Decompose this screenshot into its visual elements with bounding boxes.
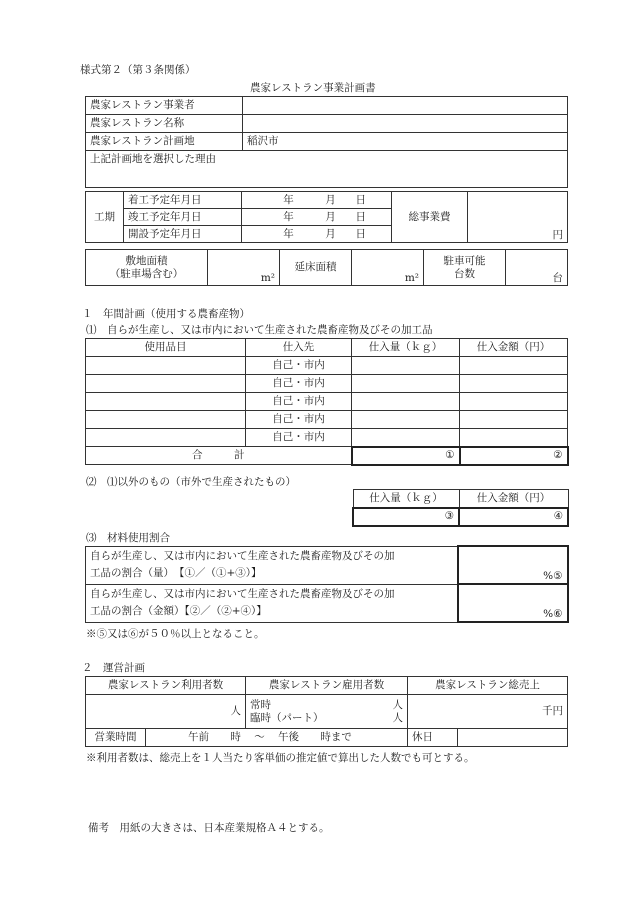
users-unit: 人 <box>230 705 241 717</box>
source-cell: 自己・市内 <box>246 429 352 447</box>
amount-cell[interactable] <box>460 429 568 447</box>
amount-cell[interactable] <box>460 393 568 411</box>
section1-sub2: ⑵ ⑴以外のもの（市外で生産されたもの） <box>86 476 296 488</box>
ratio-amount-cell[interactable] <box>458 584 568 622</box>
site-area-unit: m² <box>260 272 275 284</box>
start-date-label: 着工予定年月日 <box>124 192 242 209</box>
item-cell[interactable] <box>86 375 246 393</box>
completion-date-blank[interactable] <box>242 209 268 226</box>
completion-month[interactable]: 月 <box>310 209 352 226</box>
holiday-label: 休日 <box>408 729 458 747</box>
hours-label: 営業時間 <box>86 729 146 747</box>
parking-unit: 台 <box>552 272 563 284</box>
item-cell[interactable] <box>86 411 246 429</box>
area-table <box>85 249 568 286</box>
operation-table <box>85 676 568 747</box>
table-row <box>86 429 568 447</box>
regular-unit: 人 <box>392 698 403 711</box>
header-qty: 仕入量（ｋｇ） <box>352 339 460 357</box>
basic-info-table <box>85 96 568 188</box>
am-label: 午前 <box>188 731 209 743</box>
opening-date-blank[interactable] <box>242 226 268 243</box>
header-sales: 農家レストラン総売上 <box>408 677 568 695</box>
ratio-qty-line2: 工品の割合（量） 【①／（①+③）】 <box>90 567 262 579</box>
pm-until-unit: 時まで <box>320 731 352 743</box>
opening-year[interactable]: 年 <box>268 226 310 243</box>
ratio-amount-label <box>86 584 458 622</box>
users-field[interactable] <box>86 695 246 729</box>
item-cell[interactable] <box>86 357 246 375</box>
total-cost-field[interactable] <box>468 192 568 243</box>
section2-title: ２ 運営計画 <box>82 662 145 674</box>
header-amount: 仕入金額（円） <box>460 339 568 357</box>
outside-header-amount: 仕入金額（円） <box>459 490 568 508</box>
holiday-field[interactable] <box>458 729 568 747</box>
am-hour-unit: 時 <box>230 731 241 743</box>
restaurant-name-label: 農家レストラン名称 <box>86 115 243 133</box>
outside-amount-cell[interactable] <box>459 508 568 526</box>
opening-month[interactable]: 月 <box>310 226 352 243</box>
qty-cell[interactable] <box>352 393 460 411</box>
qty-cell[interactable] <box>352 375 460 393</box>
section1-title: １ 年間計画（使用する農畜産物） <box>82 308 250 320</box>
parking-label-line1: 駐車可能 <box>443 254 486 267</box>
ratio-amount-line2: 工品の割合（金額）【②／（②+④）】 <box>90 605 267 617</box>
ratio-qty-cell[interactable] <box>458 546 568 584</box>
operator-field[interactable] <box>243 97 568 115</box>
site-area-label <box>86 250 208 286</box>
restaurant-name-field[interactable] <box>243 115 568 133</box>
header-source: 仕入先 <box>246 339 352 357</box>
start-year[interactable]: 年 <box>268 192 310 209</box>
reason-field[interactable] <box>86 151 568 188</box>
employees-field[interactable] <box>246 695 408 729</box>
form-number: 様式第２（第３条関係） <box>80 64 196 76</box>
total-amount-mark: ② <box>553 449 563 461</box>
item-cell[interactable] <box>86 429 246 447</box>
item-cell[interactable] <box>86 393 246 411</box>
floor-area-unit: m² <box>404 272 419 284</box>
ratio-qty-line1: 自らが生産し、又は市内において生産された農畜産物及びその加 <box>90 550 395 562</box>
sales-unit: 千円 <box>542 705 563 717</box>
total-qty-cell[interactable] <box>352 447 460 465</box>
source-cell: 自己・市内 <box>246 393 352 411</box>
start-month[interactable]: 月 <box>310 192 352 209</box>
outside-amount-mark: ④ <box>553 510 563 522</box>
opening-day[interactable]: 日 <box>352 226 392 243</box>
document-title: 農家レストラン事業計画書 <box>250 82 376 94</box>
operator-label: 農家レストラン事業者 <box>86 97 243 115</box>
qty-cell[interactable] <box>352 429 460 447</box>
location-field[interactable]: 稲沢市 <box>243 133 568 151</box>
outside-header-qty: 仕入量（ｋｇ） <box>353 490 459 508</box>
section1-sub3: ⑶ 材料使用割合 <box>86 532 170 544</box>
source-cell: 自己・市内 <box>246 375 352 393</box>
total-label: 合 計 <box>86 447 352 465</box>
site-area-label-line1: 敷地面積 <box>125 254 168 267</box>
table-row <box>86 357 568 375</box>
ratio-table <box>85 545 569 623</box>
site-area-label-line2: （駐車場含む） <box>109 267 184 280</box>
site-area-field[interactable] <box>208 250 280 286</box>
source-cell: 自己・市内 <box>246 411 352 429</box>
regular-label: 常時 <box>250 698 271 711</box>
produce-table <box>85 338 569 466</box>
section2-note: ※利用者数は、総売上を１人当たり客単価の推定値で算出した人数でも可とする。 <box>86 752 475 764</box>
reason-label: 上記計画地を選択した理由 <box>90 153 216 165</box>
floor-area-field[interactable] <box>352 250 424 286</box>
header-employees: 農家レストラン雇用者数 <box>246 677 408 695</box>
amount-cell[interactable] <box>460 375 568 393</box>
completion-year[interactable]: 年 <box>268 209 310 226</box>
total-cost-unit: 円 <box>552 229 563 241</box>
floor-area-label: 延床面積 <box>280 250 352 286</box>
ratio-qty-mark: %⑤ <box>543 570 563 582</box>
ratio-amount-line1: 自らが生産し、又は市内において生産された農畜産物及びその加 <box>90 588 395 600</box>
period-table <box>85 191 568 243</box>
period-label: 工期 <box>86 192 124 243</box>
footer-remark: 備考 用紙の大きさは、日本産業規格Ａ４とする。 <box>88 822 330 834</box>
qty-cell[interactable] <box>352 357 460 375</box>
table-row <box>86 411 568 429</box>
source-cell: 自己・市内 <box>246 357 352 375</box>
completion-date-label: 竣工予定年月日 <box>124 209 242 226</box>
outside-qty-cell[interactable] <box>353 508 459 526</box>
section1-note: ※⑤又は⑥が５０％以上となること。 <box>86 628 265 640</box>
part-time-unit: 人 <box>392 711 403 724</box>
outside-produce-table <box>352 489 569 527</box>
total-qty-mark: ① <box>445 449 455 461</box>
start-date-blank[interactable] <box>242 192 268 209</box>
tilde: ～ <box>254 731 265 743</box>
parking-field[interactable] <box>506 250 568 286</box>
ratio-amount-mark: %⑥ <box>543 608 563 620</box>
start-day[interactable]: 日 <box>352 192 392 209</box>
location-label: 農家レストラン計画地 <box>86 133 243 151</box>
completion-day[interactable]: 日 <box>352 209 392 226</box>
parking-label-line2: 台数 <box>454 267 475 280</box>
total-amount-cell[interactable] <box>460 447 568 465</box>
table-row <box>86 393 568 411</box>
section1-sub1: ⑴ 自らが生産し、又は市内において生産された農畜産物及びその加工品 <box>86 324 433 336</box>
table-row <box>86 375 568 393</box>
header-users: 農家レストラン利用者数 <box>86 677 246 695</box>
part-time-label: 臨時（パート） <box>250 711 324 724</box>
qty-cell[interactable] <box>352 411 460 429</box>
total-cost-label: 総事業費 <box>392 192 468 243</box>
outside-qty-mark: ③ <box>444 510 454 522</box>
parking-label <box>424 250 506 286</box>
header-item: 使用品目 <box>86 339 246 357</box>
hours-field[interactable] <box>146 729 408 747</box>
amount-cell[interactable] <box>460 357 568 375</box>
ratio-qty-label <box>86 546 458 584</box>
pm-label: 午後 <box>278 731 300 743</box>
amount-cell[interactable] <box>460 411 568 429</box>
sales-field[interactable] <box>408 695 568 729</box>
opening-date-label: 開設予定年月日 <box>124 226 242 243</box>
